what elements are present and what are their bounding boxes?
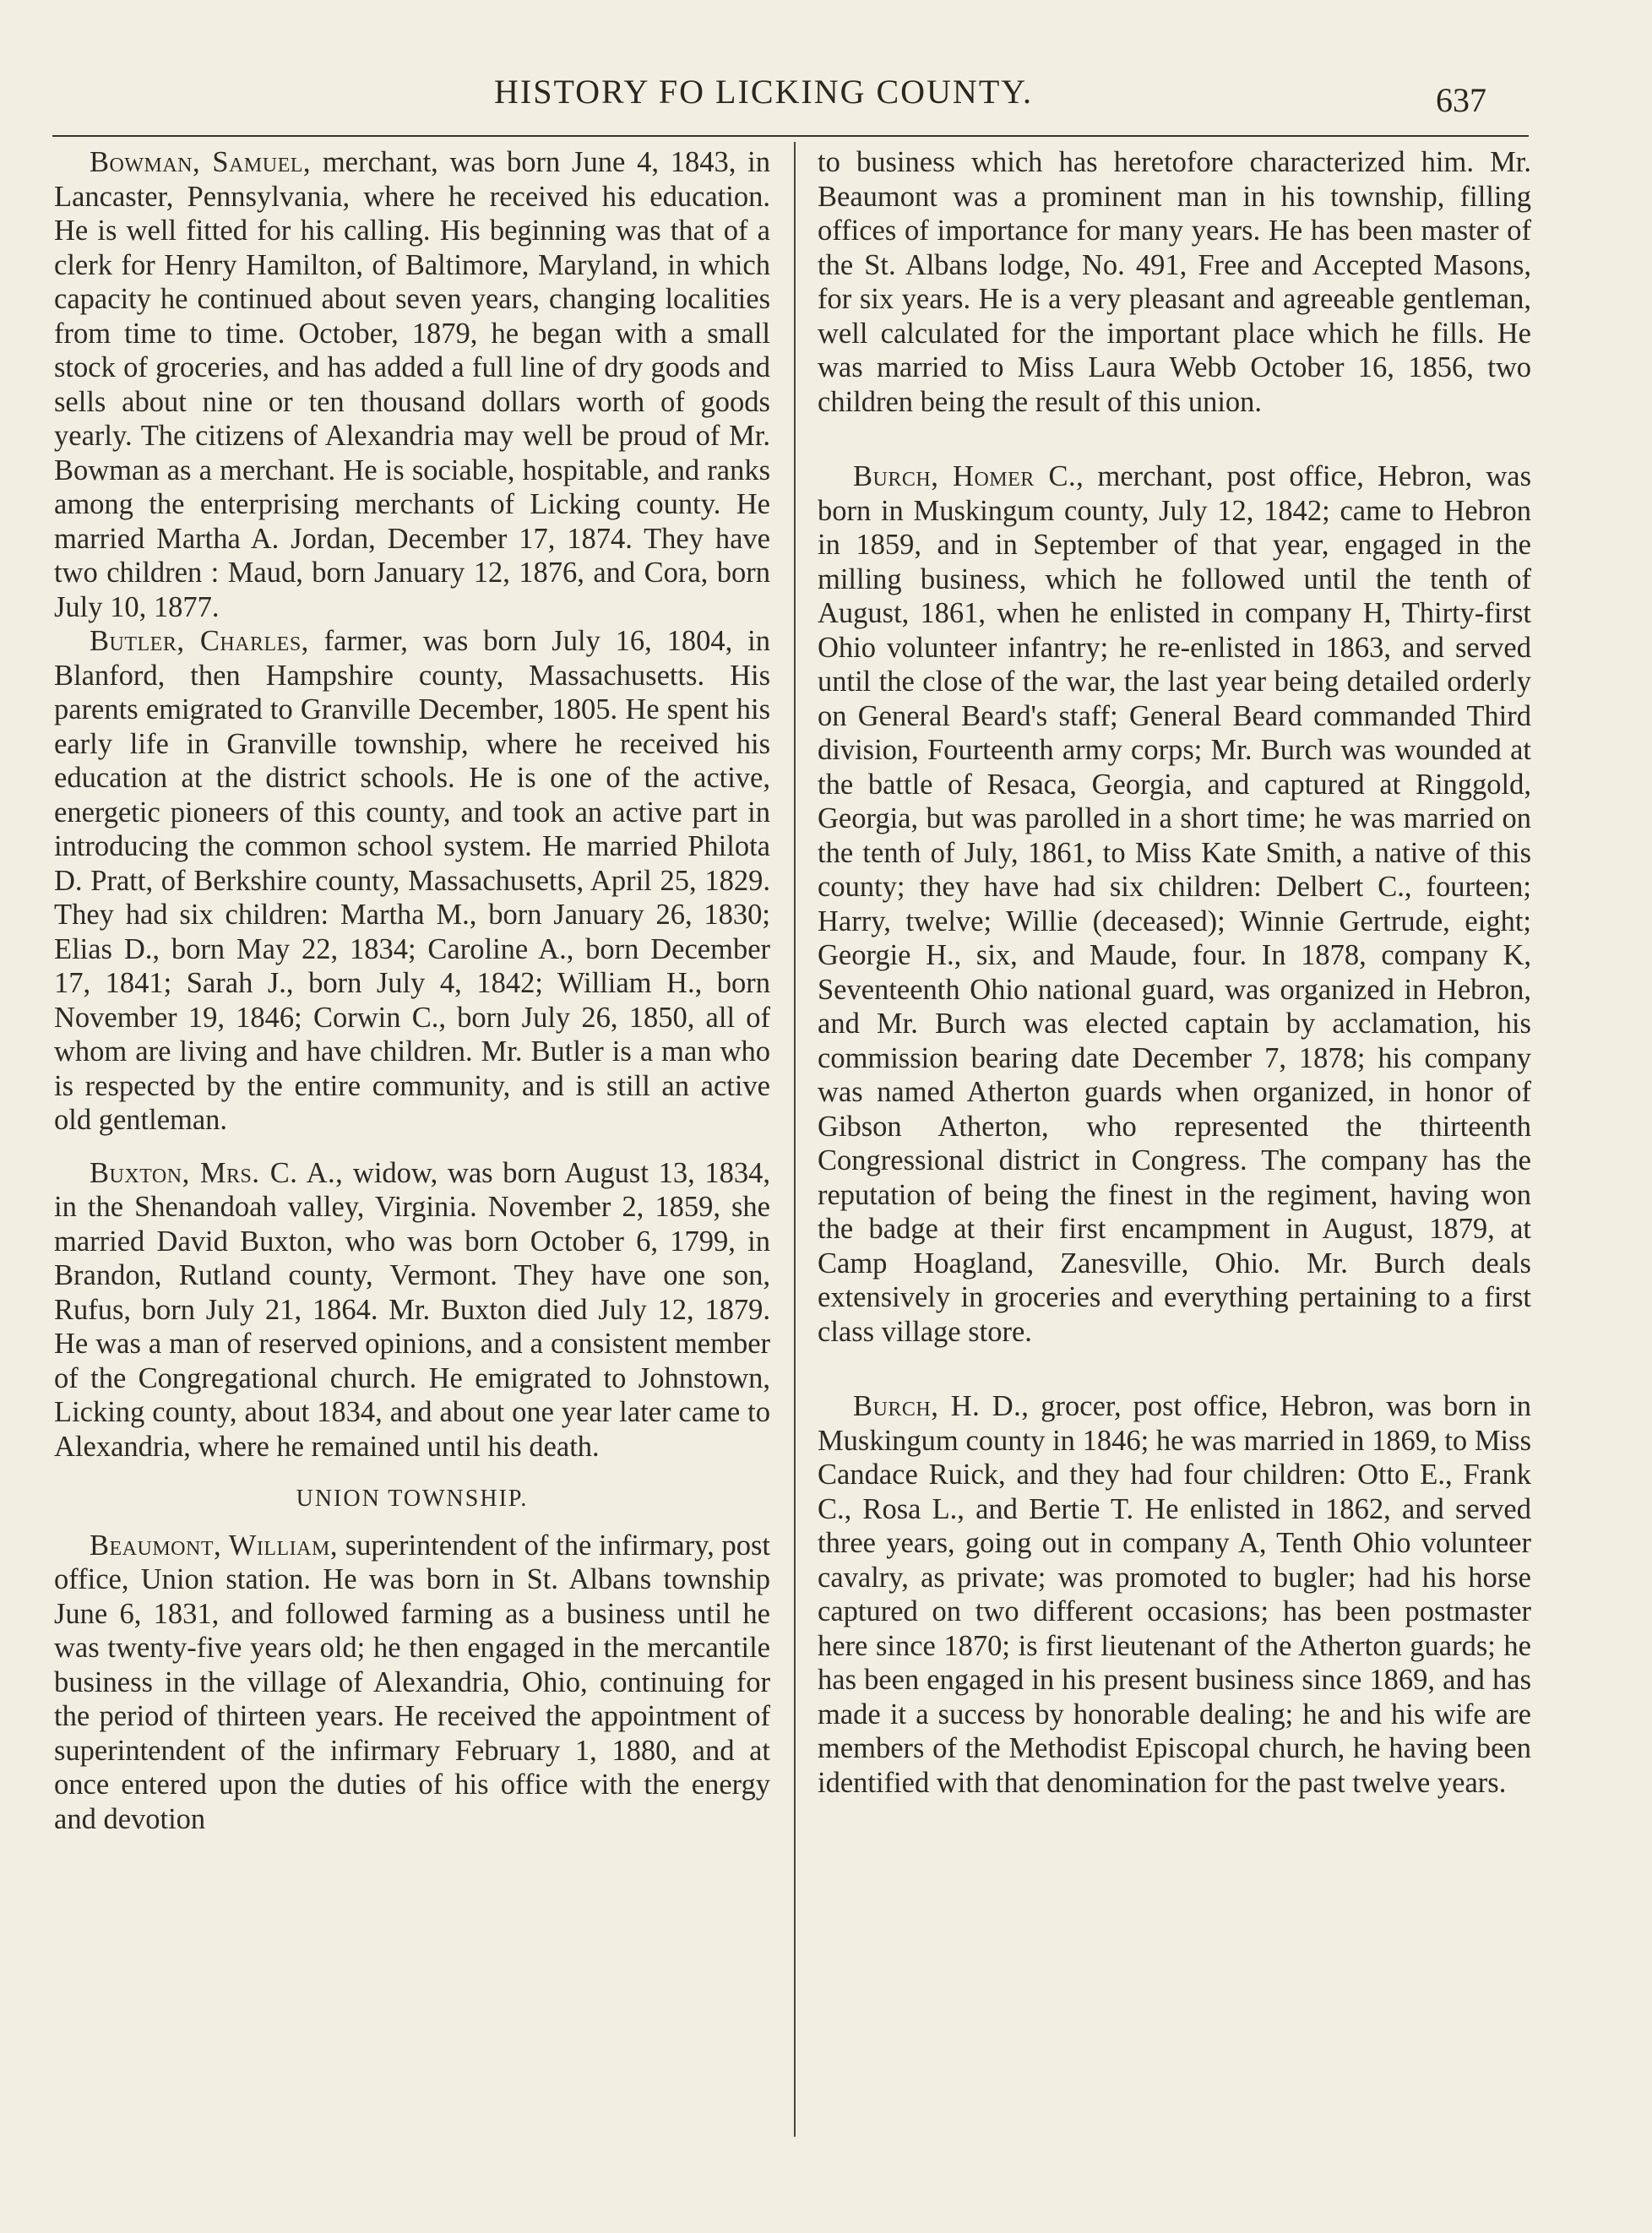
entry-name: Burch, Homer C., bbox=[853, 460, 1084, 492]
entry-text: widow, was born August 13, 1834, in the Shenandoah valley, Virginia. November 2, 1859, she married David Buxton, who was born October 6, 1799, in Brandon, Rutland county, Vermont. They have one son, Rufus, born July 21, 1864. Mr. Buxton died July 12, 1879. He was a man of reserved opinions, and a consistent member of the Congregational church. He emigrated to Johnstown, Licking county, about 1834, and about one year later came to Alexandria, where he remained until his death. bbox=[54, 1156, 771, 1463]
entry-paragraph: to business which has heretofore characterized him. Mr. Beaumont was a prominent man in his township, filling offices of importance for many years. He has been master of the St. Albans lodge, No. 491, Free and Accepted Masons, for six years. He is a very pleasant and agreeable gentleman, well calculated for the important place which he fills. He was married to Miss Laura Webb October 16, 1856, two children being the result of this union. bbox=[818, 146, 1531, 418]
entry-name: Burch, H. D., bbox=[853, 1390, 1030, 1422]
entry-paragraph bbox=[54, 1529, 770, 1837]
entry-butler bbox=[54, 624, 770, 1138]
right-column bbox=[818, 145, 1531, 1800]
entry-name: Buxton, Mrs. C. A., bbox=[90, 1156, 344, 1189]
entry-burch-homer bbox=[818, 459, 1531, 1349]
entry-text: merchant, was born June 4, 1843, in Lancaster, Pennsylvania, where he received his education. He is well fitted for his calling. His beginning was that of a clerk for Henry Hamilton, of Baltimore, Maryland, in which capacity he continued about seven years, changing localities from time to time. October, 1879, he began with a small stock of groceries, and has added a full line of dry goods and sells about nine or ten thousand dollars worth of goods yearly. The citizens of Alexandria may well be proud of Mr. Bowman as a merchant. He is sociable, hospitable, and ranks among the enterprising merchants of Licking county. He married Martha A. Jordan, December 17, 1874. They have two children : Maud, born January 12, 1876, and Cora, born July 10, 1877. bbox=[54, 146, 770, 623]
entry-beaumont bbox=[54, 1529, 770, 1837]
entry-buxton bbox=[54, 1156, 770, 1464]
entry-paragraph bbox=[54, 145, 770, 624]
entry-beaumont-continued bbox=[818, 145, 1531, 419]
running-head-title: HISTORY FO LICKING COUNTY. bbox=[494, 73, 1033, 111]
column-divider bbox=[794, 142, 796, 2137]
entry-name: Beaumont, William, bbox=[90, 1529, 338, 1562]
entry-text: merchant, post office, Hebron, was born in Muskingum county, July 12, 1842; came to Hebron in 1859, and in September of that year, engaged in the milling business, which he followed until the tenth of August, 1861, when he enlisted in company H, Thirty-first Ohio volunteer infantry; he re-enlisted in 1863, and served until the close of the war, the last year being detailed orderly on General Beard's staff; General Beard commanded Third division, Fourteenth army corps; Mr. Burch was wounded at the battle of Resaca, Georgia, and captured at Ringgold, Georgia, but was parolled in a short time; he was married on the tenth of July, 1861, to Miss Kate Smith, a native of this county; they have had six children: Delbert C., fourteen; Harry, twelve; Willie (deceased); Winnie Gertrude, eight; Georgie H., six, and Maude, four. In 1878, company K, Seventeenth Ohio national guard, was organized in Hebron, and Mr. Burch was elected captain by acclamation, his commission bearing date December 7, 1878; his company was named Atherton guards when organized, in honor of Gibson Atherton, who represented the thirteenth Congressional district in Congress. The company has the reputation of being the finest in the regiment, having won the badge at their first encampment in August, 1879, at Camp Hoagland, Zanesville, Ohio. Mr. Burch deals extensively in groceries and everything pertaining to a first class village store. bbox=[818, 460, 1531, 1348]
entry-bowman bbox=[54, 145, 770, 624]
section-heading: UNION TOWNSHIP. bbox=[296, 1486, 529, 1512]
entry-paragraph bbox=[818, 459, 1531, 1349]
entry-paragraph bbox=[54, 1156, 770, 1464]
entry-text: grocer, post office, Hebron, was born in Muskingum county in 1846; he was married in 1869, to Miss Candace Ruick, and they had four children: Otto E., Frank C., Rosa L., and Bertie T. He enlisted in 1862, and served three years, going out in company A, Tenth Ohio volunteer cavalry, as private; was promoted to bugler; had his horse captured on two different occasions; has been postmaster here since 1870; is first lieutenant of the Atherton guards; he has been engaged in his present business since 1869, and has made it a success by honorable dealing; he and his wife are members of the Methodist Episcopal church, he having been identified with that denomination for the past twelve years. bbox=[818, 1390, 1531, 1799]
entry-name: Bowman, Samuel, bbox=[90, 146, 312, 178]
header-rule bbox=[52, 135, 1529, 137]
entry-text: superintendent of the infirmary, post office, Union station. He was born in St. Albans township June 6, 1831, and followed farming as a business until he was twenty-five years old; he then engaged in the mercantile business in the village of Alexandria, Ohio, continuing for the period of thirteen years. He received the appointment of superintendent of the infirmary February 1, 1880, and at once entered upon the duties of his office with the energy and devotion bbox=[54, 1529, 770, 1835]
entry-paragraph bbox=[54, 624, 770, 1138]
entry-text: farmer, was born July 16, 1804, in Blanford, then Hampshire county, Massachusetts. His parents emigrated to Granville December, 1805. He spent his early life in Granville township, where he received his education at the district schools. He is one of the active, energetic pioneers of this county, and took an active part in introducing the common school system. He married Philota D. Pratt, of Berkshire county, Massachusetts, April 25, 1829. They had six children: Martha M., born January 26, 1830; Elias D., born May 22, 1834; Caroline A., born December 17, 1841; Sarah J., born July 4, 1842; William H., born November 19, 1846; Corwin C., born July 26, 1850, all of whom are living and have children. Mr. Butler is a man who is respected by the entire community, and is still an active old gentleman. bbox=[54, 625, 770, 1136]
left-column bbox=[54, 145, 770, 1836]
entry-name: Butler, Charles, bbox=[90, 625, 309, 657]
entry-burch-hd bbox=[818, 1389, 1531, 1800]
entry-paragraph bbox=[818, 1389, 1531, 1800]
page-number: 637 bbox=[1436, 81, 1486, 119]
